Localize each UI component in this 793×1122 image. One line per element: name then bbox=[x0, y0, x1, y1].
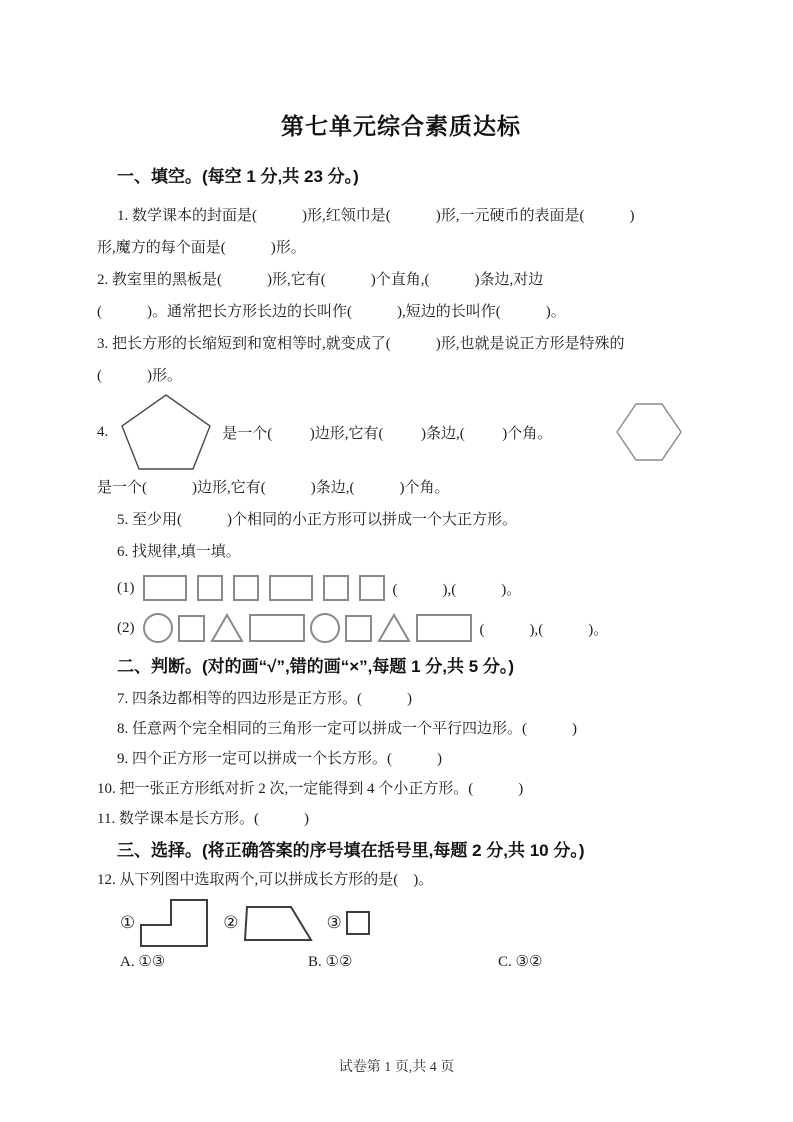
section-choice-heading: 三、选择。(将正确答案的序号填在括号里,每题 2 分,共 10 分。) bbox=[117, 841, 585, 860]
triangle-shape bbox=[210, 613, 244, 643]
q6-line: 6. 找规律,填一填。 bbox=[117, 544, 241, 560]
rectangle-shape bbox=[269, 575, 313, 601]
circled-3-label: ③ bbox=[326, 913, 342, 933]
square-shape bbox=[233, 575, 259, 601]
q6-2-label: (2) bbox=[117, 619, 135, 636]
option-a: A. ①③ bbox=[120, 954, 166, 970]
q12-line: 12. 从下列图中选取两个,可以拼成长方形的是( )。 bbox=[97, 872, 434, 888]
square-shape bbox=[359, 575, 385, 601]
square-shape bbox=[178, 615, 205, 642]
option-c: C. ③② bbox=[498, 954, 543, 970]
square-shape bbox=[346, 911, 370, 935]
square-shape bbox=[197, 575, 223, 601]
l-shape bbox=[139, 898, 209, 948]
q7-line: 7. 四条边都相等的四边形是正方形。( ) bbox=[117, 691, 412, 707]
trapezoid-shape bbox=[243, 905, 313, 942]
q4-row bbox=[97, 392, 705, 472]
section-fill-heading: 一、填空。(每空 1 分,共 23 分。) bbox=[117, 167, 359, 186]
q10-line: 10. 把一张正方形纸对折 2 次,一定能得到 4 个小正方形。( ) bbox=[97, 781, 524, 797]
q8-line: 8. 任意两个完全相同的三角形一定可以拼成一个平行四边形。( ) bbox=[117, 721, 577, 737]
square-shape bbox=[345, 615, 372, 642]
page-title: 第七单元综合素质达标 bbox=[281, 114, 521, 139]
q6-pattern-row-2 bbox=[97, 608, 705, 648]
circled-2-label: ② bbox=[223, 913, 239, 933]
q4-text: 是一个( )边形,它有( )条边,( )个角。 bbox=[222, 425, 553, 442]
q3-line2: ( )形。 bbox=[97, 368, 182, 384]
rectangle-shape bbox=[416, 614, 472, 642]
q6-pattern-row-1 bbox=[97, 568, 705, 608]
pentagon-shape bbox=[120, 393, 212, 471]
q11-line: 11. 数学课本是长方形。( ) bbox=[97, 811, 309, 827]
square-shape bbox=[323, 575, 349, 601]
page-footer: 试卷第 1 页,共 4 页 bbox=[338, 1060, 455, 1075]
q9-line: 9. 四个正方形一定可以拼成一个长方形。( ) bbox=[117, 751, 442, 767]
q2-line1: 2. 教室里的黑板是( )形,它有( )个直角,( )条边,对边 bbox=[97, 272, 544, 288]
q6-1-blanks: ( ),( )。 bbox=[392, 581, 522, 598]
hexagon-shape bbox=[615, 402, 683, 462]
circle-shape bbox=[310, 613, 340, 643]
rectangle-shape bbox=[249, 614, 305, 642]
q2-line2: ( )。通常把长方形长边的长叫作( ),短边的长叫作( )。 bbox=[97, 304, 566, 320]
circled-1-label: ① bbox=[120, 913, 136, 933]
q12-options-row bbox=[97, 952, 705, 982]
circle-shape bbox=[143, 613, 173, 643]
q1-line2: 形,魔方的每个面是( )形。 bbox=[97, 240, 306, 256]
q6-1-label: (1) bbox=[117, 579, 135, 596]
q6-2-blanks: ( ),( )。 bbox=[479, 621, 609, 638]
q4-number: 4. bbox=[97, 423, 109, 440]
triangle-shape bbox=[377, 613, 411, 643]
q5-line: 5. 至少用( )个相同的小正方形可以拼成一个大正方形。 bbox=[117, 512, 517, 528]
section-judge-heading: 二、判断。(对的画“√”,错的画“×”,每题 1 分,共 5 分。) bbox=[117, 657, 515, 676]
rectangle-shape bbox=[143, 575, 187, 601]
q1-line1: 1. 数学课本的封面是( )形,红领巾是( )形,一元硬币的表面是( ) bbox=[117, 208, 635, 224]
q4-line2: 是一个( )边形,它有( )条边,( )个角。 bbox=[97, 480, 450, 496]
option-b: B. ①② bbox=[308, 954, 353, 970]
q3-line1: 3. 把长方形的长缩短到和宽相等时,就变成了( )形,也就是说正方形是特殊的 bbox=[97, 336, 625, 352]
q12-figures-row bbox=[97, 896, 705, 950]
